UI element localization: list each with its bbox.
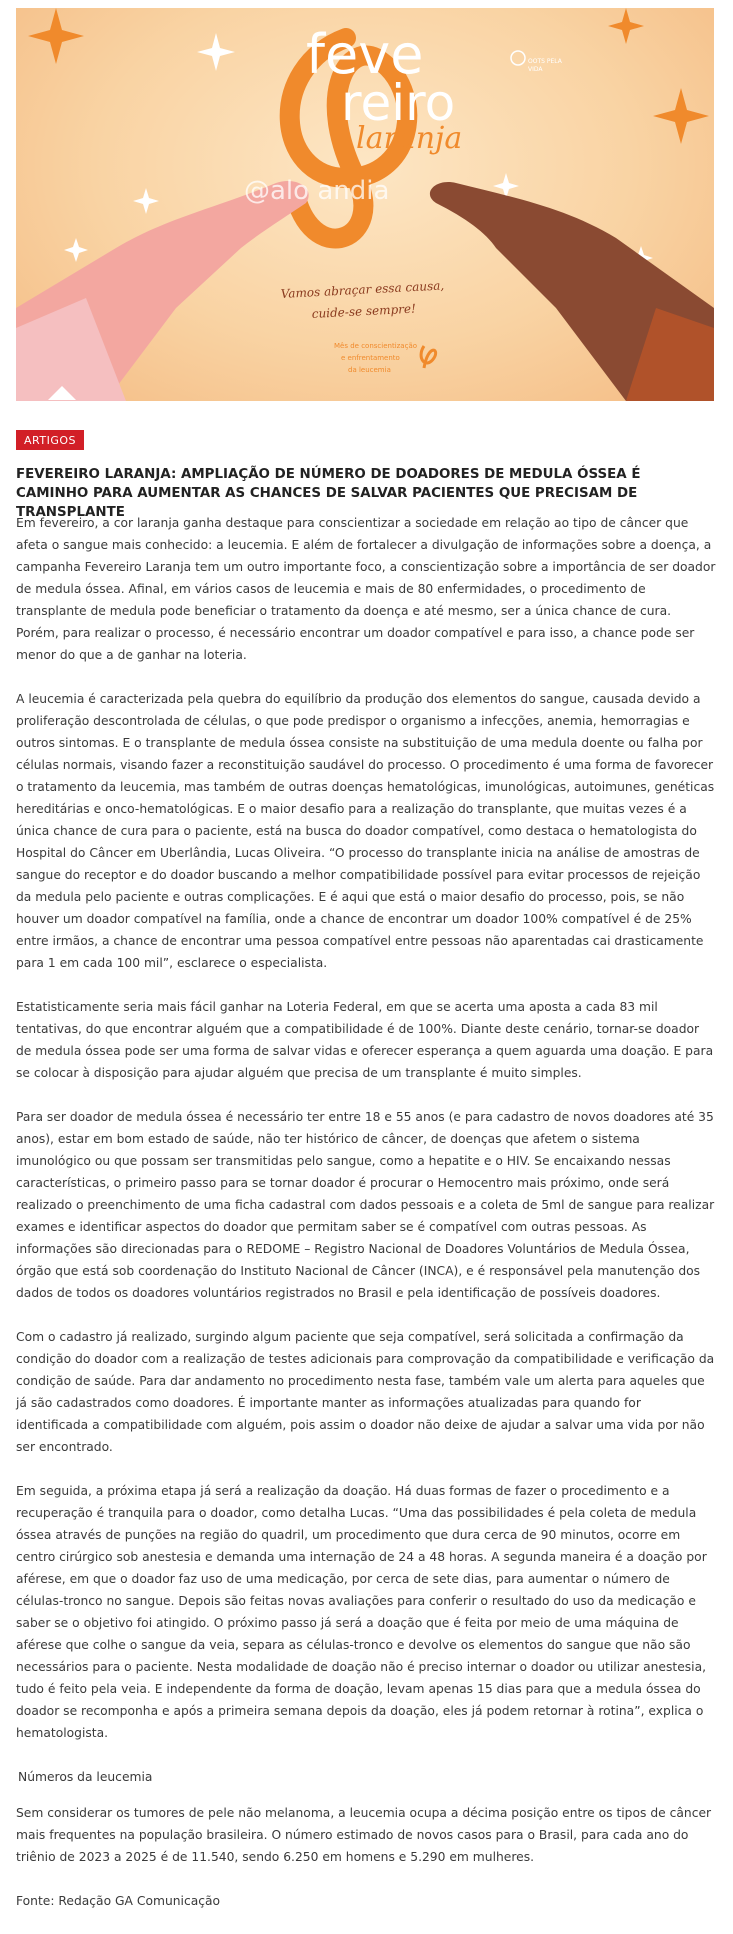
hero-title-line1: feve: [306, 23, 424, 86]
watermark-text: @alo andia: [244, 176, 390, 206]
article-source: Fonte: Redação GA Comunicação: [16, 1894, 221, 1908]
article-paragraph: Sem considerar os tumores de pele não melanoma, a leucemia ocupa a décima posição entre os tipos de câncer mais frequentes na população brasileira. O número estimado de novos casos para o Brasil, para cada ano do triênio de 2023 a 2025 é de 11.540, sendo 6.250 em homens e 5.290 em mulheres.: [16, 1806, 712, 1864]
fevereiro-laranja-illustration: [16, 8, 714, 401]
article-body: [16, 512, 716, 1934]
hero-title-line2: reiro: [341, 74, 456, 132]
brand-logo: [511, 51, 563, 73]
brand-line2: VIDA: [528, 66, 543, 73]
slogan-line1: Vamos abraçar essa causa,: [280, 278, 445, 301]
article-paragraph: Estatisticamente seria mais fácil ganhar na Loteria Federal, em que se acerta uma aposta a cada 83 mil tentativas, do que encontrar alguém que a compatibilidade é de 100%. Diante deste cenário, tornar-se doador de medula óssea pode ser uma forma de salvar vidas e oferecer esperança a quem aguarda uma doação. E para se colocar à disposição para ajudar alguém que precisa de um transplante é muito simples.: [16, 1000, 714, 1080]
article-paragraph: Em seguida, a próxima etapa já será a realização da doação. Há duas formas de fazer o procedimento e a recuperação é tranquila para o doador, como detalha Lucas. “Uma das possibilidades é pela coleta de medula óssea através de punções na região do quadril, um procedimento que dura cerca de 90 minutos, ocorre em centro cirúrgico sob anestesia e demanda uma internação de 24 a 48 horas. A segunda maneira é a doação por aférese, em que o doador faz uso de uma medicação, por cerca de sete dias, para aumentar o número de células-tronco no sangue. Depois são feitas novas avaliações para conferir o resultado do uso da medicação e saber se o objetivo foi atingido. O próximo passo já será a doação que é feita por meio de uma máquina de aférese que colhe o sangue da veia, separa as células-tronco e devolve os elementos do sangue que não são necessários para o paciente. Nesta modalidade de doação não é preciso internar o doador ou utilizar anestesia, tudo é feito pela veia. E independente da forma de doação, levam apenas 15 dias para que a medula óssea do doador se recomponha e após a primeira semana depois da doação, eles já podem retornar à rotina”, explica o hematologista.: [16, 1484, 707, 1740]
article-subheading: Números da leucemia: [18, 1770, 153, 1784]
article-paragraph: Para ser doador de medula óssea é necessário ter entre 18 e 55 anos (e para cadastro de novos doadores até 35 anos), estar em bom estado de saúde, não ter histórico de câncer, de doenças que afetem o sistema imunológico ou que possam ser transmitidas pelo sangue, como a hepatite e o HIV. Se encaixando nessas características, o primeiro passo para se tornar doador é procurar o Hemocentro mais próximo, onde será realizado o preenchimento de uma ficha cadastral com dados pessoais e a coleta de 5ml de sangue para realizar exames e identificar aspectos do doador que permitam saber se é compatível com outras pessoas. As informações são direcionadas para o REDOME – Registro Nacional de Doadores Voluntários de Medula Óssea, órgão que está sob coordenação do Instituto Nacional de Câncer (INCA), e é responsável pela manutenção dos dados de todos os doadores voluntários registrados no Brasil e pela identificação de possíveis doadores.: [16, 1110, 715, 1300]
slogan-line2: cuide-se sempre!: [311, 301, 417, 321]
category-badge[interactable]: ARTIGOS: [16, 430, 84, 450]
article-paragraph: Com o cadastro já realizado, surgindo algum paciente que seja compatível, será solicitada a confirmação da condição do doador com a realização de testes adicionais para comprovação da compatibilidade e verificação da condição de saúde. Para dar andamento no procedimento nesta fase, também vale um alerta para aqueles que já são cadastrados como doadores. É importante manter as informações atualizadas para quando for identificada a compatibilidade com alguém, pois assim o doador não deixe de ajudar a salvar uma vida por não ser encontrado.: [16, 1330, 715, 1454]
small-ribbon-icon: [421, 346, 436, 368]
article-paragraph: A leucemia é caracterizada pela quebra do equilíbrio da produção dos elementos do sangue, causada devido a proliferação descontrolada de células, o que pode predispor o organismo a infecções, anemia, hemorragias e outros sintomas. E o transplante de medula óssea consiste na substituição de uma medula doente ou falha por células normais, visando fazer a reconstituição saudável do processo. O procedimento é uma forma de favorecer o tratamento da leucemia, mas também de outras doenças hematológicas, imunológicas, autoimunes, genéticas hereditárias e onco-hematológicas. E o maior desafio para a realização do transplante, que muitas vezes é a única chance de cura para o paciente, está na busca do doador compatível, como destaca o hematologista do Hospital do Câncer em Uberlândia, Lucas Oliveira. “O processo do transplante inicia na análise de amostras de sangue do receptor e do doador buscando a melhor compatibilidade possível para evitar processos de rejeição da medula pelo paciente e outras complicações. E é aqui que está o maior desafio do processo, pois, se não houver um doador compatível na família, onde a chance de encontrar um doador 100% compatível é de 25% entre irmãos, a chance de encontrar uma pessoa compatível entre pessoas não aparentadas cai drasticamente para 1 em cada 100 mil”, esclarece o especialista.: [16, 692, 715, 970]
brand-line1: OOTS PELA: [528, 58, 562, 65]
article-paragraph: Em fevereiro, a cor laranja ganha destaque para conscientizar a sociedade em relação ao tipo de câncer que afeta o sangue mais conhecido: a leucemia. E além de fortalecer a divulgação de informações sobre a doença, a campanha Fevereiro Laranja tem um outro importante foco, a conscientização sobre a importância de ser doador de medula óssea. Afinal, em vários casos de leucemia e mais de 80 enfermidades, o procedimento de transplante de medula pode beneficiar o tratamento da doença e até mesmo, ser a única chance de cura. Porém, para realizar o processo, é necessário encontrar um doador compatível e para isso, a chance pode ser menor do que a de ganhar na loteria.: [16, 516, 716, 662]
month-line3: da leucemia: [348, 366, 391, 374]
hero-title-script: laranja: [356, 121, 463, 156]
month-line1: Mês de conscientização: [334, 342, 418, 350]
month-line2: e enfrentamento: [341, 354, 400, 362]
image-notch: [48, 386, 76, 400]
article-hero-image: [16, 8, 714, 401]
article-title: FEVEREIRO LARANJA: AMPLIAÇÃO DE NÚMERO DE DOADORES DE MEDULA ÓSSEA É CAMINHO PARA AUMENTAR AS CHANCES DE SALVAR PACIENTES QUE PRECISAM DE TRANSPLANTE: [16, 467, 641, 520]
